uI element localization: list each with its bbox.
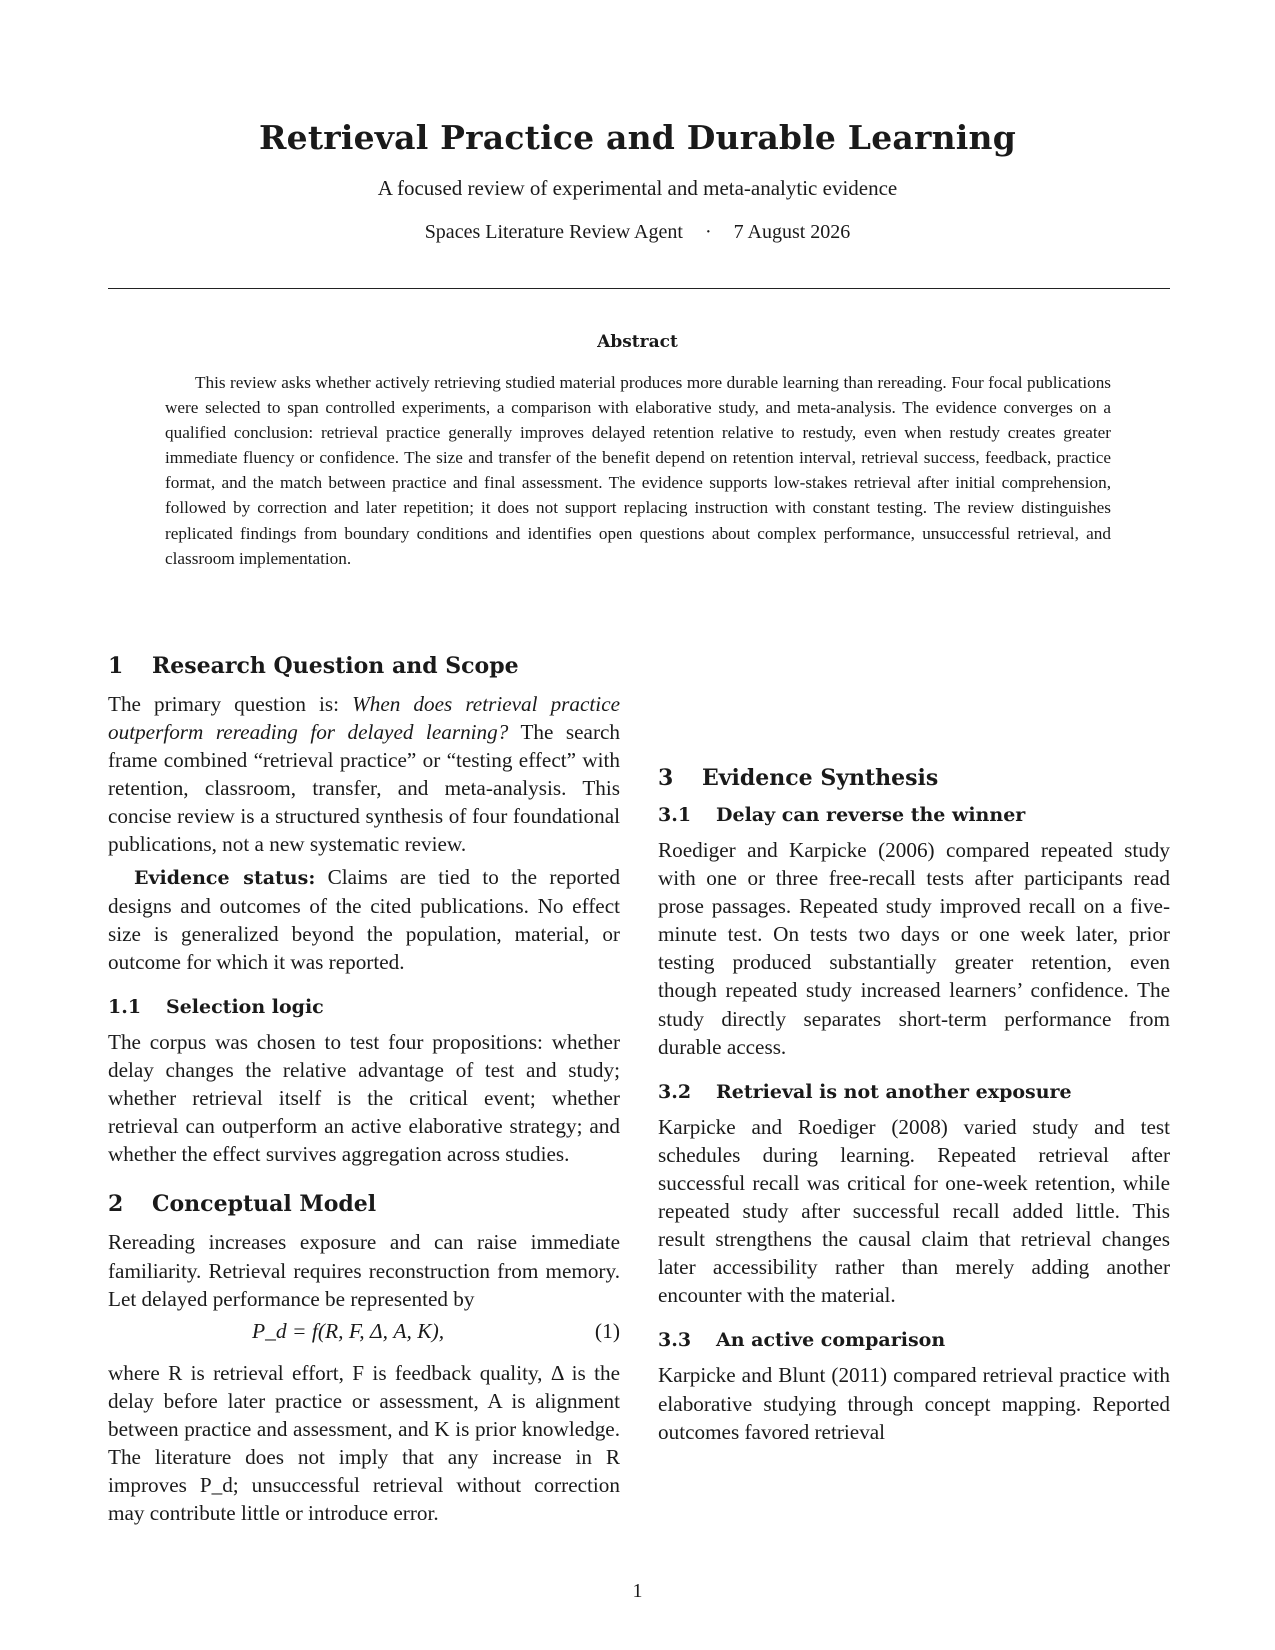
title-rule xyxy=(108,288,1170,289)
paper-subtitle: A focused review of experimental and meta-analytic evidence xyxy=(377,176,898,200)
subsection-number: 3.1 xyxy=(658,804,692,826)
author: Spaces Literature Review Agent xyxy=(424,221,683,243)
abstract-heading: Abstract xyxy=(597,332,678,352)
section-heading-3 xyxy=(658,764,1170,792)
section-number: 1 xyxy=(108,653,124,679)
section-title: Conceptual Model xyxy=(152,1191,377,1218)
subsection-number: 3.2 xyxy=(658,1080,692,1103)
subsection-number: 3.3 xyxy=(658,1329,692,1352)
byline xyxy=(0,221,1275,244)
section-title: Evidence Synthesis xyxy=(702,765,939,791)
subsection-number: 1.1 xyxy=(108,995,142,1018)
subsection-heading-3-3 xyxy=(658,1327,1170,1353)
equation-expression: P_d = f(R, F, Δ, A, K), xyxy=(252,1318,445,1343)
subsection-heading-3-2 xyxy=(658,1079,1170,1105)
section-number: 2 xyxy=(108,1191,124,1218)
paragraph-retrieval-exposure: Karpicke and Roediger (2008) varied study and test schedules during learning. Repeated retrieval after successful recall was critical for one-week retention, while repeated study after successful recall added little. This result strengthens the causal claim that retrieval changes later accessibility rather than merely adding another encounter with the material. xyxy=(658,1114,1170,1308)
equation-1 xyxy=(108,1319,620,1351)
section-heading-2 xyxy=(108,1190,620,1218)
paper-title: Retrieval Practice and Durable Learning xyxy=(259,118,1016,157)
paragraph-model-variables: where R is retrieval effort, F is feedback quality, Δ is the delay before later practice or assessment, A is alignment between practice and assessment, and K is prior knowledge. The literature does not imply that any increase in R improves P_d; unsuccessful retrieval without correction may contribute little or introduce error. xyxy=(108,1360,620,1526)
subsection-title: An active comparison xyxy=(716,1329,946,1352)
equation-number: (1) xyxy=(594,1318,620,1343)
text-run: The primary question is: xyxy=(108,692,353,716)
paragraph-conceptual-model: Rereading increases exposure and can raise immediate familiarity. Retrieval requires reconstruction from memory. Let delayed performance be represented by xyxy=(108,1230,620,1311)
paragraph-selection-logic: The corpus was chosen to test four propositions: whether delay changes the relative advantage of test and study; whether retrieval itself is the critical event; whether retrieval can outperform an active elaborative strategy; and whether the effect survives aggregation across studies. xyxy=(108,1029,620,1167)
page-number: 1 xyxy=(632,1580,643,1602)
section-title: Research Question and Scope xyxy=(152,653,519,679)
text-run: The search frame combined “retrieval practice” or “testing effect” with retention, classroom, transfer, and meta-analysis. This concise review is a structured synthesis of four foundational publications, not a new systematic review. xyxy=(108,720,620,857)
paragraph-evidence-status xyxy=(108,863,620,976)
date: 7 August 2026 xyxy=(733,221,851,243)
research-question: When does retrieval practice outperform rereading for delayed learning? xyxy=(108,692,621,745)
section-heading-1 xyxy=(108,652,620,680)
paragraph-research-question xyxy=(108,690,620,859)
evidence-status-label: Evidence status: xyxy=(134,866,316,889)
abstract-text: This review asks whether actively retrieving studied material produces more durable learning than rereading. Four focal publications were selected to span controlled experiments, a comparison with elaborative study, and meta-analysis. The evidence converges on a qualified conclusion: retrieval practice generally improves delayed retention relative to restudy, even when restudy creates greater immediate fluency or confidence. The size and transfer of the benefit depend on retention interval, retrieval success, feedback, practice format, and the match between practice and final assessment. The evidence supports low-stakes retrieval after initial comprehension, followed by correction and later repetition; it does not support replacing instruction with constant testing. The review distinguishes replicated findings from boundary conditions and identifies open questions about complex performance, unsuccessful retrieval, and classroom implementation. xyxy=(165,373,1111,568)
text-run: Claims are tied to the reported designs and outcomes of the cited publications. No effect size is generalized beyond the population, material, or outcome for which it was reported. xyxy=(108,864,620,974)
subsection-heading-1-1 xyxy=(108,994,620,1020)
subsection-title: Delay can reverse the winner xyxy=(716,804,1026,826)
subsection-title: Retrieval is not another exposure xyxy=(716,1080,1072,1103)
paragraph-active-comparison: Karpicke and Blunt (2011) compared retrieval practice with elaborative studying through concept mapping. Reported outcomes favored retrieval xyxy=(658,1363,1170,1444)
byline-separator: · xyxy=(704,221,712,243)
right-column xyxy=(658,764,1170,1446)
section-number: 3 xyxy=(658,765,674,791)
paragraph-delay: Roediger and Karpicke (2006) compared repeated study with one or three free-recall tests after participants read prose passages. Repeated study improved recall on a five-minute test. On tests two days or one week later, prior testing produced substantially greater retention, even though repeated study increased learners’ confidence. The study directly separates short-term performance from durable access. xyxy=(658,838,1170,1059)
left-column xyxy=(108,652,621,1526)
subsection-title: Selection logic xyxy=(166,995,324,1018)
subsection-heading-3-1 xyxy=(658,802,1170,828)
